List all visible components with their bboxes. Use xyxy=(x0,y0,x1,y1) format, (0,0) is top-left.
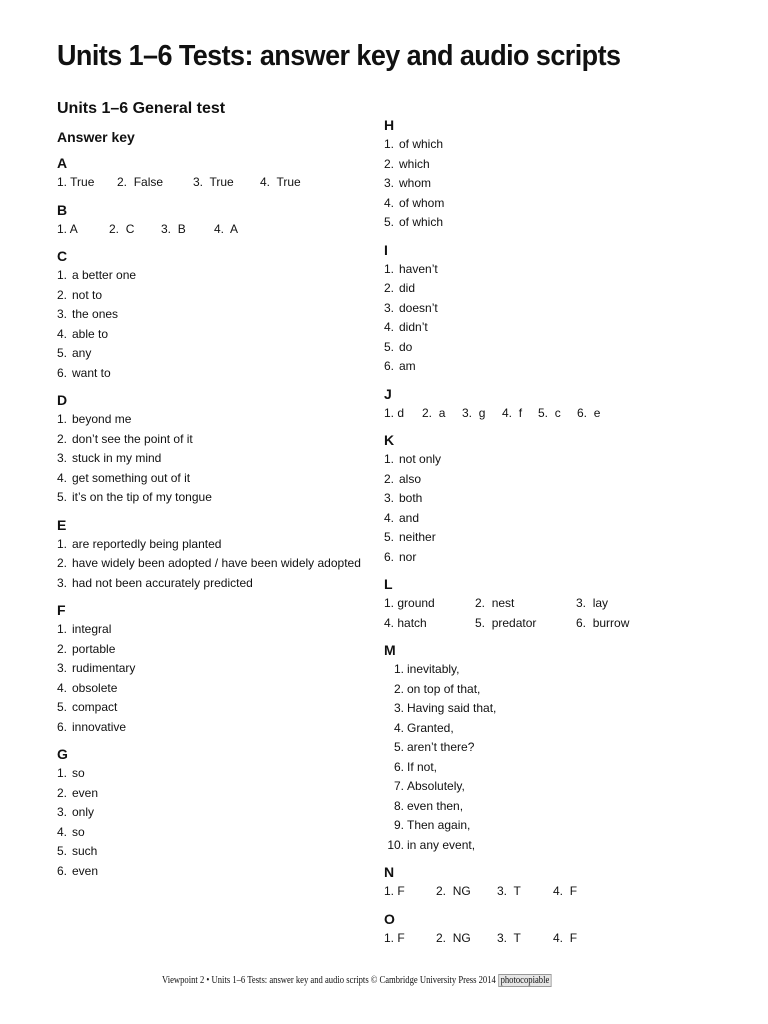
section-letter: G xyxy=(57,746,68,762)
answer-item: 3. Having said that, xyxy=(393,701,497,715)
answer-item: 10. in any event, xyxy=(387,837,476,852)
answer-item: 1. integral xyxy=(57,622,112,636)
answer-item: 2. on top of that, xyxy=(393,681,481,696)
answer-item: 4. of whom xyxy=(384,195,445,210)
answer-item: 2. portable xyxy=(57,641,116,656)
answer-item: 2. even xyxy=(57,785,99,800)
answer-item: 4. and xyxy=(384,510,420,525)
answer-item: 6. innovative xyxy=(57,719,127,734)
answer-item: 5. neither xyxy=(384,530,436,544)
footer-text: Viewpoint 2 • Units 1–6 Tests: answer key and audio scripts © Cambridge University Press 2014 xyxy=(162,975,496,986)
answer-item: 1. True xyxy=(57,175,95,189)
answer-item: 4. F xyxy=(553,884,578,898)
answer-item: 4. True xyxy=(260,175,301,189)
answer-item: 3. the ones xyxy=(57,307,119,321)
section-letter: E xyxy=(57,516,67,533)
answer-row xyxy=(57,173,367,193)
answer-item: 4. so xyxy=(57,824,85,839)
section-letter: C xyxy=(57,248,68,264)
answer-item: 4. A xyxy=(214,221,239,236)
answer-item: 8. even then, xyxy=(393,798,464,813)
answer-item: 1. F xyxy=(384,930,405,945)
section-letter: O xyxy=(384,910,395,927)
answer-grid xyxy=(384,594,684,633)
answer-item: 2. also xyxy=(384,471,422,486)
answer-item: 4. F xyxy=(553,930,578,945)
answer-item: 1. not only xyxy=(384,452,442,466)
answer-item: 5. of which xyxy=(384,215,444,229)
answer-row xyxy=(384,929,684,949)
answer-item: 2. NG xyxy=(436,884,471,898)
section-g xyxy=(57,745,367,881)
section-letter: I xyxy=(384,241,388,258)
answer-item: 1. F xyxy=(384,884,405,898)
section-f xyxy=(57,601,367,737)
answer-item: 5. such xyxy=(57,844,98,858)
answer-item: 9. Then again, xyxy=(393,818,471,832)
answer-item: 2. did xyxy=(384,281,416,295)
answer-key-heading: Answer key xyxy=(57,129,135,145)
answer-item: 4. hatch xyxy=(384,615,427,630)
page-title: Units 1–6 Tests: answer key and audio scripts xyxy=(57,40,621,72)
answer-item: 1. are reportedly being planted xyxy=(57,536,222,551)
answer-item: 3. only xyxy=(57,805,95,819)
answer-item: 2. don’t see the point of it xyxy=(57,431,193,446)
answer-item: 1. beyond me xyxy=(57,412,132,426)
section-letter: N xyxy=(384,864,395,880)
answer-item: 6. even xyxy=(57,863,99,878)
section-letter: J xyxy=(384,385,392,402)
answer-item: 5. do xyxy=(384,339,413,354)
section-b xyxy=(57,201,367,240)
section-o xyxy=(384,910,684,949)
answer-item: 6. want to xyxy=(57,365,111,380)
answer-row xyxy=(384,882,684,902)
answer-item: 2. C xyxy=(109,221,135,236)
answer-item: 6. e xyxy=(577,405,601,420)
section-letter: A xyxy=(57,155,68,171)
answer-item: 1. A xyxy=(57,221,78,236)
answer-item: 4. didn’t xyxy=(384,320,428,334)
answer-item: 7. Absolutely, xyxy=(393,779,465,793)
answer-item: 1. so xyxy=(57,766,85,780)
answer-item: 4. f xyxy=(502,405,523,420)
answer-item: 4. able to xyxy=(57,326,109,341)
section-l xyxy=(384,575,684,633)
answer-item: 6. burrow xyxy=(576,615,630,630)
test-title: Units 1–6 General test xyxy=(57,100,226,117)
section-n xyxy=(384,863,684,902)
section-letter: F xyxy=(57,602,66,618)
answer-item: 3. doesn’t xyxy=(384,300,438,315)
photocopiable-badge: photocopiable xyxy=(498,974,552,987)
answer-item: 2. a xyxy=(422,405,446,420)
answer-item: 2. nest xyxy=(475,596,515,610)
answer-item: 5. aren’t there? xyxy=(393,740,475,754)
left-column xyxy=(57,154,367,889)
answer-item: 2. which xyxy=(384,156,430,171)
section-e xyxy=(57,516,367,594)
answer-item: 6. If not, xyxy=(393,759,438,774)
answer-item: 6. am xyxy=(384,359,416,373)
section-k xyxy=(384,431,684,567)
answer-item: 3. whom xyxy=(384,176,432,190)
section-letter: M xyxy=(384,642,396,658)
answer-item: 3. T xyxy=(497,930,521,945)
section-m xyxy=(384,641,684,855)
answer-item: 3. both xyxy=(384,491,423,505)
section-a xyxy=(57,154,367,193)
section-j xyxy=(384,385,684,424)
answer-item: 2. have widely been adopted / have been widely adopted xyxy=(57,556,361,570)
answer-item: 2. not to xyxy=(57,287,103,302)
section-letter: L xyxy=(384,576,393,592)
section-letter: H xyxy=(384,117,395,133)
answer-item: 4. obsolete xyxy=(57,680,118,695)
answer-item: 3. stuck in my mind xyxy=(57,451,162,465)
answer-item: 3. g xyxy=(462,405,486,420)
answer-item: 3. lay xyxy=(576,596,609,610)
answer-item: 5. it’s on the tip of my tongue xyxy=(57,490,212,504)
answer-item: 1. ground xyxy=(384,596,435,610)
answer-item: 6. nor xyxy=(384,549,417,564)
answer-item: 1. haven’t xyxy=(384,261,438,276)
answer-item: 1. a better one xyxy=(57,268,137,282)
answer-row xyxy=(57,220,367,240)
answer-item: 5. predator xyxy=(475,615,537,630)
answer-item: 3. had not been accurately predicted xyxy=(57,575,253,590)
answer-item: 3. B xyxy=(161,221,186,236)
section-letter: D xyxy=(57,392,68,408)
section-h xyxy=(384,116,684,233)
answer-row xyxy=(384,404,684,424)
answer-item: 3. rudimentary xyxy=(57,661,136,675)
answer-item: 4. Granted, xyxy=(393,720,454,735)
answer-item: 5. compact xyxy=(57,700,118,714)
section-d xyxy=(57,391,367,508)
section-letter: K xyxy=(384,432,395,448)
section-i xyxy=(384,241,684,377)
answer-item: 5. c xyxy=(538,405,561,420)
answer-item: 3. T xyxy=(497,884,521,898)
answer-item: 5. any xyxy=(57,346,92,360)
answer-item: 2. False xyxy=(117,175,164,189)
right-column xyxy=(384,116,684,956)
answer-item: 1. d xyxy=(384,405,405,420)
answer-item: 3. True xyxy=(193,175,234,189)
answer-item: 4. get something out of it xyxy=(57,470,191,485)
answer-item: 1. inevitably, xyxy=(393,662,460,676)
section-c xyxy=(57,247,367,383)
answer-item: 2. NG xyxy=(436,930,471,945)
answer-item: 1. of which xyxy=(384,137,444,151)
page-footer xyxy=(162,974,552,988)
section-letter: B xyxy=(57,201,68,218)
